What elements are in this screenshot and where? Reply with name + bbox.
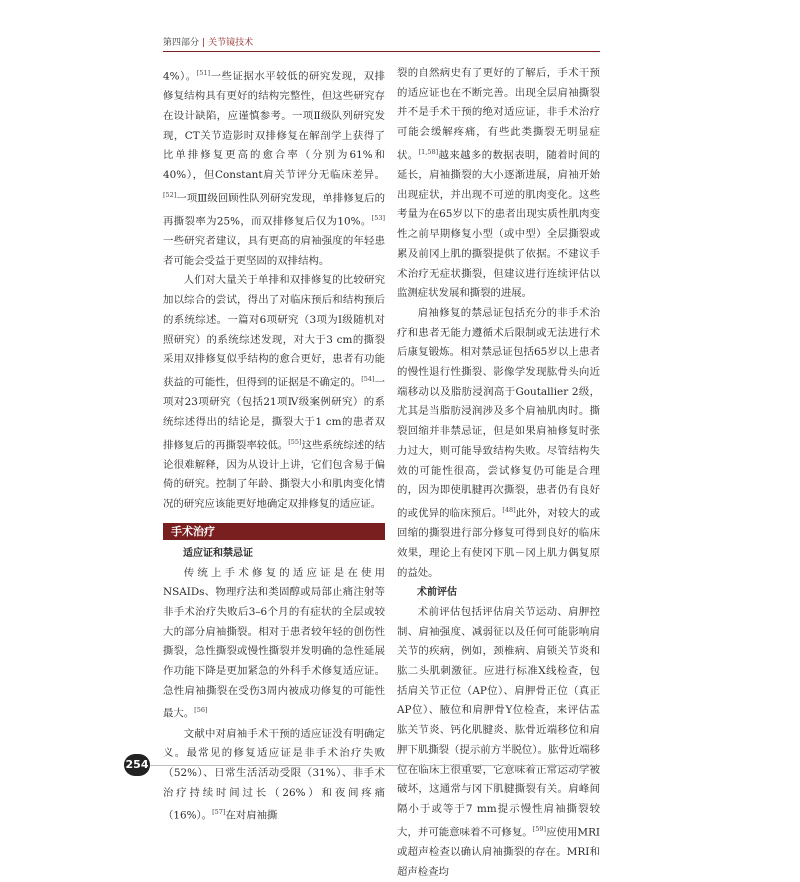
section-label: 关节镜技术	[208, 38, 254, 48]
text-run: 传统上手术修复的适应证是在使用NSAIDs、物理疗法和类固醇或局部止痛注射等非手术治疗失败后3–6个月的有症状的全层或较大的部分肩袖撕裂。相对于患者较年轻的创伤性撕裂，急性撕裂或慢性撕裂并发明确的急性延展作功能下降是更加紧急的外科手术修复适应证。急性肩袖撕裂在受伤3周内被成功修复的可能性最大。	[163, 566, 385, 720]
text-run: 4%）。	[163, 70, 197, 83]
citation: [51]	[196, 69, 211, 77]
text-run: 一项对23项研究（包括21项Ⅳ级案例研究）的系统综述得出的结论是，撕裂大于1 cm的患者双排修复后的再撕裂率较低。	[163, 376, 386, 451]
citation: [57]	[212, 808, 226, 817]
left-column	[163, 64, 385, 827]
paragraph	[397, 304, 600, 583]
text-run: 术前评估包括评估肩关节运动、肩胛控制、肩袖强度、减弱征以及任何可能影响肩关节的疾病，例如，颈椎病、肩锁关节炎和肱二头肌刺激征。应进行标准X线检查，包括肩关节正位（AP位）、肩胛骨正位（真正AP位）、腋位和肩胛骨Y位检查，来评估盂肱关节炎、钙化肌腱炎、肱骨近端移位和肩胛下肌撕裂（提示前方半脱位）。肱骨近端移位在临床上很重要，它意味着正常运动学被破坏，这通常与冈下肌腱撕裂有关。肩峰间隔小于或等于7 mm提示慢性肩袖撕裂较大，并可能意味着不可修复。	[397, 605, 600, 839]
text-run: 裂的自然病史有了更好的了解后，手术干预的适应证也在不断完善。出现全层肩袖撕裂并不是手术干预的绝对适应证，非手术治疗可能会缓解疼痛，有些此类撕裂无明显症状。	[397, 67, 600, 162]
citation: [48]	[502, 505, 516, 514]
citation: [56]	[194, 706, 208, 715]
text-run: 在对肩袖撕	[225, 809, 278, 822]
paragraph	[163, 271, 385, 514]
paragraph	[163, 725, 385, 827]
text-run: 应使用MRI或超声检查以确认肩袖撕裂的存在。MRI和超声检查均	[397, 826, 600, 878]
text-run: 这些系统综述的结论很难解释，因为从设计上讲，它们包含易于偏倚的研究。控制了年龄、撕裂大小和肌肉变化情况的研究应该能更好地确定双排修复的适应证。	[163, 439, 386, 511]
citation: [59]	[532, 824, 547, 833]
paragraph	[397, 64, 600, 304]
citation: [53]	[371, 213, 385, 222]
subheading: 适应证和禁忌证	[183, 547, 253, 559]
running-header	[163, 35, 253, 48]
paragraph	[163, 564, 385, 725]
text-run: 人们对大量关于单排和双排修复的比较研究加以综合的尝试，得出了对临床预后和结构预后的系统综述。一篇对6项研究（3项为Ⅰ级随机对照研究）的系统综述发现，对大于3 cm的撕裂采用双排修复似乎结构的愈合更好，患者有功能获益的可能性，但得到的证据是不确定的。	[163, 274, 385, 389]
right-column	[397, 64, 600, 882]
page-number-badge: 254	[124, 754, 150, 776]
citation: [55]	[288, 437, 302, 446]
citation: [52]	[163, 190, 177, 199]
text-run: 肩袖修复的禁忌证包括充分的非手术治疗和患者无能力遵循术后限制或无法进行术后康复锻炼。相对禁忌证包括65岁以上患者的慢性退行性撕裂、影像学发现肱骨头向近端移动以及脂肪浸润高于Goutallier 2级，尤其是当脂肪浸润涉及多个肩袖肌肉时。撕裂回缩并非禁忌证，但是如果肩袖修复时张力过大，则可能导致结构失败。尽管结构失效的可能性很高，尝试修复仍可能是合理的，因为即使肌腱再次撕裂，患者仍有良好的或优异的临床预后。	[397, 306, 600, 520]
footer-rule	[150, 765, 600, 766]
citation: [1,58]	[418, 147, 439, 156]
header-separator: |	[202, 38, 206, 48]
section-heading: 手术治疗	[163, 523, 385, 540]
text-run: 一些研究者建议，具有更高的肩袖强度的年轻患者可能会受益于更坚固的双排结构。	[163, 235, 385, 267]
citation: [54]	[361, 374, 375, 383]
text-run: 一项Ⅲ级回顾性队列研究发现，单排修复后的再撕裂率为25%，而双排修复后仅为10%。	[163, 192, 385, 228]
text-run: 越来越多的数据表明，随着时间的延长，肩袖撕裂的大小逐渐进展，肩袖开始出现症状，并出现不可逆的肌肉变化。这些考量为在65岁以下的患者出现实质性肌肉变性之前早期修复小型（或中型）全层撕裂或累及前冈上肌的撕裂提供了依据。不建议手术治疗无症状撕裂，但建议进行连续评估以监测症状发展和撕裂的进展。	[397, 149, 601, 300]
text-run: 此外，对较大的或回缩的撕裂进行部分修复可得到良好的临床效果，理论上有使冈下肌－冈上肌力偶复原的益处。	[397, 507, 601, 579]
text-run: 文献中对肩袖手术干预的适应证没有明确定义。最常见的修复适应证是非手术治疗失败（52%）、日常生活活动受限（31%）、非手术治疗持续时间过长（26%）和夜间疼痛（16%）。	[163, 727, 385, 822]
text-run: 一些证据水平较低的研究发现，双排修复结构具有更好的结构完整性，但这些研究存在设计缺陷，应谨慎参考。一项Ⅱ级队列研究发现，CT关节造影时双排修复在解剖学上获得了比单排修复更高的愈合率（分别为61%和40%），但Constant肩关节评分无临床差异。	[163, 70, 385, 181]
subheading: 术前评估	[417, 587, 457, 599]
paragraph	[397, 603, 600, 882]
part-label: 第四部分	[163, 38, 200, 48]
header-rule	[163, 51, 600, 52]
paragraph	[163, 64, 385, 271]
